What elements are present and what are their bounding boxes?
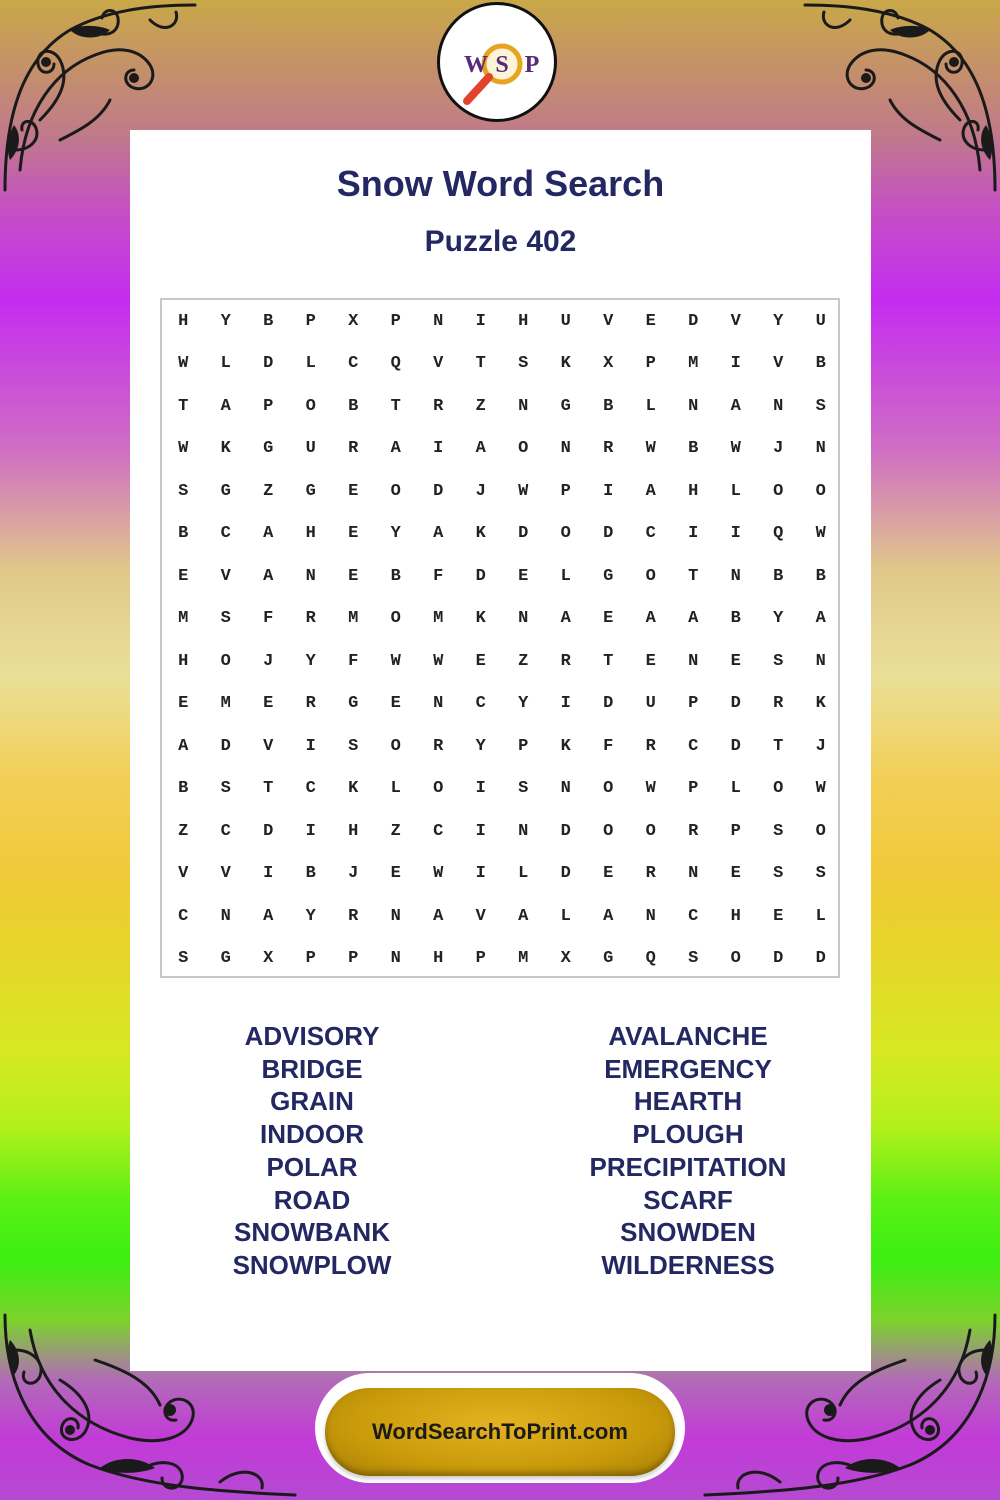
grid-cell[interactable]: C [475, 694, 486, 714]
grid-cell[interactable]: L [560, 566, 571, 586]
grid-cell[interactable]: B [815, 354, 826, 374]
website-label: WordSearchToPrint.com [372, 1419, 628, 1444]
grid-cell[interactable]: Y [518, 694, 529, 714]
grid-cell[interactable]: N [305, 566, 316, 586]
grid-cell[interactable]: B [305, 864, 316, 884]
grid-cell[interactable]: S [688, 949, 699, 969]
grid-cell[interactable]: N [220, 906, 231, 926]
grid-cell[interactable]: S [220, 779, 231, 799]
grid-cell[interactable]: B [263, 311, 274, 331]
grid-cell[interactable]: D [263, 354, 274, 374]
grid-cell[interactable]: G [603, 566, 614, 586]
grid-cell[interactable]: W [390, 651, 401, 671]
grid-cell[interactable]: M [348, 609, 359, 629]
grid-cell[interactable]: B [730, 609, 741, 629]
grid-cell[interactable]: Y [390, 524, 401, 544]
grid-cell[interactable]: G [603, 949, 614, 969]
grid-cell[interactable]: S [518, 354, 529, 374]
grid-cell[interactable]: Z [390, 821, 401, 841]
grid-cell[interactable]: G [263, 439, 274, 459]
grid-cell[interactable]: D [688, 311, 699, 331]
grid-cell[interactable]: H [348, 821, 359, 841]
grid-cell[interactable]: D [815, 949, 826, 969]
grid-cell[interactable]: Y [220, 311, 231, 331]
grid-cell[interactable]: B [603, 396, 614, 416]
grid-cell[interactable]: P [518, 736, 529, 756]
grid-cell[interactable]: L [390, 779, 401, 799]
grid-cell[interactable]: L [518, 864, 529, 884]
grid-cell[interactable]: V [773, 354, 784, 374]
grid-cell[interactable]: Y [305, 651, 316, 671]
grid-cell[interactable]: D [603, 694, 614, 714]
grid-cell[interactable]: O [390, 609, 401, 629]
grid-cell[interactable]: O [433, 779, 444, 799]
grid-cell[interactable]: Q [773, 524, 784, 544]
word-list-item: SNOWBANK [234, 1217, 390, 1248]
grid-cell[interactable]: P [305, 311, 316, 331]
grid-cell[interactable]: W [645, 779, 656, 799]
grid-cell[interactable]: B [348, 396, 359, 416]
grid-cell[interactable]: G [305, 481, 316, 501]
grid-cell[interactable]: I [560, 694, 571, 714]
grid-cell[interactable]: D [220, 736, 231, 756]
grid-cell[interactable]: K [815, 694, 826, 714]
grid-cell[interactable]: A [475, 439, 486, 459]
grid-cell[interactable]: O [220, 651, 231, 671]
grid-cell[interactable]: S [178, 481, 189, 501]
grid-cell[interactable]: L [815, 906, 826, 926]
grid-cell[interactable]: C [348, 354, 359, 374]
grid-cell[interactable]: S [220, 609, 231, 629]
word-list-item: INDOOR [260, 1119, 364, 1150]
grid-cell[interactable]: R [305, 694, 316, 714]
grid-cell[interactable]: D [433, 481, 444, 501]
grid-cell[interactable]: E [348, 481, 359, 501]
grid-cell[interactable]: E [645, 311, 656, 331]
word-list-item: ROAD [273, 1184, 351, 1215]
grid-cell[interactable]: A [220, 396, 231, 416]
word-list-item: SCARF [643, 1184, 733, 1215]
word-list-item: SNOWPLOW [232, 1249, 392, 1280]
word-list-item: WILDERNESS [601, 1249, 775, 1280]
grid-cell[interactable]: U [560, 311, 571, 331]
grid-cell[interactable]: E [178, 566, 189, 586]
grid-cell[interactable]: R [645, 864, 656, 884]
page-title: Snow Word Search [336, 163, 665, 204]
grid-cell[interactable]: V [220, 566, 231, 586]
grid-cell[interactable]: H [178, 311, 189, 331]
grid-cell[interactable]: O [730, 949, 741, 969]
grid-cell[interactable]: R [645, 736, 656, 756]
grid-cell[interactable]: D [560, 864, 571, 884]
grid-cell[interactable]: G [560, 396, 571, 416]
grid-cell[interactable]: W [730, 439, 741, 459]
grid-cell[interactable]: E [263, 694, 274, 714]
grid-cell[interactable]: O [815, 481, 826, 501]
word-list-item: PRECIPITATION [589, 1151, 787, 1182]
grid-cell[interactable]: A [263, 524, 274, 544]
grid-cell[interactable]: E [348, 524, 359, 544]
grid-cell[interactable]: J [475, 481, 486, 501]
grid-cell[interactable]: M [178, 609, 189, 629]
word-list-right [538, 1020, 838, 1282]
grid-cell[interactable]: S [178, 949, 189, 969]
grid-cell[interactable]: W [433, 864, 444, 884]
grid-cell[interactable]: D [730, 694, 741, 714]
grid-cell[interactable]: T [773, 736, 784, 756]
grid-cell[interactable]: C [433, 821, 444, 841]
grid-cell[interactable]: O [815, 821, 826, 841]
grid-cell[interactable]: I [475, 779, 486, 799]
grid-cell[interactable]: G [220, 949, 231, 969]
word-list-left [162, 1020, 462, 1282]
word-list-item: EMERGENCY [604, 1053, 772, 1084]
grid-cell[interactable]: X [603, 354, 614, 374]
grid-cell[interactable]: D [518, 524, 529, 544]
logo-letter-s: S [495, 52, 509, 78]
grid-cell[interactable]: G [220, 481, 231, 501]
grid-cell[interactable]: R [560, 651, 571, 671]
grid-cell[interactable]: P [645, 354, 656, 374]
grid-cell[interactable]: X [348, 311, 359, 331]
grid-cell[interactable]: V [178, 864, 189, 884]
grid-cell[interactable]: E [518, 566, 529, 586]
grid-cell[interactable]: O [645, 821, 656, 841]
grid-cell[interactable]: M [433, 609, 444, 629]
grid-cell[interactable]: S [815, 396, 826, 416]
grid-cell[interactable]: J [348, 864, 359, 884]
grid-cell[interactable]: V [475, 906, 486, 926]
grid-cell[interactable]: K [560, 354, 571, 374]
grid-cell[interactable]: Z [263, 481, 274, 501]
grid-cell[interactable]: F [348, 651, 359, 671]
grid-cell[interactable]: L [645, 396, 656, 416]
grid-cell[interactable]: I [433, 439, 444, 459]
grid-cell[interactable]: N [560, 439, 571, 459]
grid-cell[interactable]: O [603, 779, 614, 799]
grid-cell[interactable]: J [773, 439, 784, 459]
grid-cell[interactable]: R [348, 906, 359, 926]
grid-cell[interactable]: N [688, 396, 699, 416]
grid-cell[interactable]: T [688, 566, 699, 586]
grid-cell[interactable]: H [433, 949, 444, 969]
grid-cell[interactable]: Z [518, 651, 529, 671]
grid-cell[interactable]: X [263, 949, 274, 969]
grid-cell[interactable]: A [263, 566, 274, 586]
grid-cell[interactable]: Z [178, 821, 189, 841]
grid-cell[interactable]: M [688, 354, 699, 374]
grid-cell[interactable]: O [603, 821, 614, 841]
grid-cell[interactable]: V [730, 311, 741, 331]
grid-cell[interactable]: S [773, 821, 784, 841]
grid-cell[interactable]: C [220, 524, 231, 544]
grid-cell[interactable]: G [348, 694, 359, 714]
grid-cell[interactable]: S [815, 864, 826, 884]
grid-cell[interactable]: T [390, 396, 401, 416]
word-list-item: PLOUGH [632, 1119, 744, 1150]
magnifier-icon [440, 5, 554, 119]
grid-cell[interactable]: T [475, 354, 486, 374]
grid-cell[interactable]: U [645, 694, 656, 714]
grid-cell[interactable]: K [220, 439, 231, 459]
wsp-logo[interactable] [437, 2, 557, 122]
website-button[interactable] [325, 1388, 675, 1476]
grid-cell[interactable]: L [305, 354, 316, 374]
grid-cell[interactable]: N [518, 821, 529, 841]
grid-cell[interactable]: C [688, 736, 699, 756]
grid-cell[interactable]: D [475, 566, 486, 586]
grid-cell[interactable]: P [688, 779, 699, 799]
grid-cell[interactable]: W [815, 524, 826, 544]
grid-cell[interactable]: A [263, 906, 274, 926]
grid-cell[interactable]: O [645, 566, 656, 586]
grid-cell[interactable]: E [475, 651, 486, 671]
grid-cell[interactable]: N [645, 906, 656, 926]
grid-cell[interactable]: B [178, 524, 189, 544]
grid-cell[interactable]: O [773, 779, 784, 799]
grid-cell[interactable]: F [433, 566, 444, 586]
grid-cell[interactable]: A [390, 439, 401, 459]
grid-cell[interactable]: L [730, 481, 741, 501]
grid-cell[interactable]: I [688, 524, 699, 544]
grid-cell[interactable]: O [305, 396, 316, 416]
grid-cell[interactable]: A [730, 396, 741, 416]
grid-cell[interactable]: A [645, 609, 656, 629]
grid-cell[interactable]: V [263, 736, 274, 756]
grid-cell[interactable]: B [178, 779, 189, 799]
word-list-item: SNOWDEN [620, 1217, 756, 1248]
grid-cell[interactable]: E [390, 694, 401, 714]
word-list-item: AVALANCHE [608, 1021, 768, 1051]
grid-cell[interactable]: E [603, 609, 614, 629]
grid-cell[interactable]: F [603, 736, 614, 756]
grid-cell[interactable]: R [433, 396, 444, 416]
grid-cell[interactable]: I [730, 354, 741, 374]
grid-cell[interactable]: W [645, 439, 656, 459]
grid-cell[interactable]: K [560, 736, 571, 756]
grid-cell[interactable]: I [305, 736, 316, 756]
grid-cell[interactable]: X [560, 949, 571, 969]
grid-cell[interactable]: R [773, 694, 784, 714]
grid-cell[interactable]: I [603, 481, 614, 501]
grid-cell[interactable]: C [178, 906, 189, 926]
puzzle-number: Puzzle 402 [424, 225, 577, 258]
grid-cell[interactable]: N [390, 949, 401, 969]
grid-cell[interactable]: W [815, 779, 826, 799]
grid-cell[interactable]: N [815, 439, 826, 459]
grid-cell[interactable]: P [348, 949, 359, 969]
grid-cell[interactable]: N [560, 779, 571, 799]
grid-cell[interactable]: H [305, 524, 316, 544]
grid-cell[interactable]: D [560, 821, 571, 841]
grid-cell[interactable]: B [773, 566, 784, 586]
grid-cell[interactable]: I [475, 311, 486, 331]
grid-cell[interactable]: W [178, 439, 189, 459]
grid-cell[interactable]: N [688, 651, 699, 671]
grid-cell[interactable]: S [773, 864, 784, 884]
logo-letter-w: W [464, 52, 488, 78]
grid-cell[interactable]: R [433, 736, 444, 756]
grid-cell[interactable]: N [433, 694, 444, 714]
grid-cell[interactable]: R [348, 439, 359, 459]
grid-cell[interactable]: T [263, 779, 274, 799]
grid-cell[interactable]: N [730, 566, 741, 586]
grid-cell[interactable]: M [518, 949, 529, 969]
grid-cell[interactable]: K [475, 609, 486, 629]
grid-cell[interactable]: Y [773, 609, 784, 629]
grid-cell[interactable]: H [178, 651, 189, 671]
grid-cell[interactable]: I [263, 864, 274, 884]
grid-cell[interactable]: R [603, 439, 614, 459]
grid-cell[interactable]: P [688, 694, 699, 714]
grid-cell[interactable]: A [178, 736, 189, 756]
word-list-item: POLAR [266, 1151, 358, 1182]
grid-cell[interactable]: N [433, 311, 444, 331]
grid-cell[interactable]: Y [305, 906, 316, 926]
word-list-item: BRIDGE [261, 1053, 363, 1084]
grid-cell[interactable]: S [348, 736, 359, 756]
grid-cell[interactable]: A [645, 481, 656, 501]
grid-cell[interactable]: N [518, 396, 529, 416]
grid-cell[interactable]: A [518, 906, 529, 926]
grid-cell[interactable]: E [773, 906, 784, 926]
grid-cell[interactable]: E [645, 651, 656, 671]
grid-cell[interactable]: J [263, 651, 274, 671]
grid-cell[interactable]: O [390, 736, 401, 756]
grid-cell[interactable]: C [305, 779, 316, 799]
grid-cell[interactable]: A [603, 906, 614, 926]
grid-cell[interactable]: Q [645, 949, 656, 969]
logo-letter-p: P [524, 52, 540, 78]
word-list-item: GRAIN [270, 1086, 354, 1117]
grid-cell[interactable]: S [518, 779, 529, 799]
grid-cell[interactable]: P [730, 821, 741, 841]
grid-cell[interactable]: E [348, 566, 359, 586]
grid-cell[interactable]: J [815, 736, 826, 756]
grid-cell[interactable]: R [688, 821, 699, 841]
grid-cell[interactable]: N [390, 906, 401, 926]
grid-cell[interactable]: S [773, 651, 784, 671]
grid-cell[interactable]: F [263, 609, 274, 629]
grid-cell[interactable]: M [220, 694, 231, 714]
grid-cell[interactable]: V [220, 864, 231, 884]
grid-cell[interactable]: B [390, 566, 401, 586]
grid-cell[interactable]: E [390, 864, 401, 884]
word-list-item: HEARTH [633, 1086, 743, 1117]
grid-cell[interactable]: P [475, 949, 486, 969]
grid-cell[interactable]: N [688, 864, 699, 884]
grid-cell[interactable]: D [773, 949, 784, 969]
grid-cell[interactable]: A [560, 609, 571, 629]
grid-cell[interactable]: I [475, 864, 486, 884]
grid-cell[interactable]: E [178, 694, 189, 714]
grid-cell[interactable]: C [688, 906, 699, 926]
grid-cell[interactable]: U [815, 311, 826, 331]
grid-cell[interactable]: E [730, 864, 741, 884]
grid-cell[interactable]: T [178, 396, 189, 416]
grid-cell[interactable]: C [645, 524, 656, 544]
grid-cell[interactable]: I [730, 524, 741, 544]
grid-cell[interactable]: Z [475, 396, 486, 416]
grid-cell[interactable]: A [688, 609, 699, 629]
grid-cell[interactable]: H [518, 311, 529, 331]
grid-cell[interactable]: Y [773, 311, 784, 331]
grid-cell[interactable]: B [688, 439, 699, 459]
grid-cell[interactable]: O [560, 524, 571, 544]
grid-cell[interactable]: K [348, 779, 359, 799]
grid-cell[interactable]: O [518, 439, 529, 459]
grid-cell[interactable]: W [518, 481, 529, 501]
grid-cell[interactable]: L [220, 354, 231, 374]
grid-cell[interactable]: W [178, 354, 189, 374]
grid-cell[interactable]: E [603, 864, 614, 884]
grid-cell[interactable]: T [603, 651, 614, 671]
grid-cell[interactable]: H [730, 906, 741, 926]
word-list-item: ADVISORY [244, 1021, 380, 1051]
grid-cell[interactable]: O [390, 481, 401, 501]
grid-cell[interactable]: Q [390, 354, 401, 374]
grid-cell[interactable]: P [263, 396, 274, 416]
grid-cell[interactable]: H [688, 481, 699, 501]
grid-cell[interactable]: V [433, 354, 444, 374]
grid-cell[interactable]: D [263, 821, 274, 841]
grid-cell[interactable]: W [433, 651, 444, 671]
grid-cell[interactable]: P [560, 481, 571, 501]
grid-cell[interactable]: N [518, 609, 529, 629]
grid-cell[interactable]: E [730, 651, 741, 671]
grid-cell[interactable]: A [433, 906, 444, 926]
grid-cell[interactable]: P [390, 311, 401, 331]
grid-cell[interactable]: D [730, 736, 741, 756]
grid-cell[interactable]: I [305, 821, 316, 841]
grid-cell[interactable]: C [220, 821, 231, 841]
grid-cell[interactable]: K [475, 524, 486, 544]
grid-cell[interactable]: A [433, 524, 444, 544]
grid-cell[interactable]: O [773, 481, 784, 501]
grid-cell[interactable]: L [560, 906, 571, 926]
grid-cell[interactable]: B [815, 566, 826, 586]
grid-cell[interactable]: I [475, 821, 486, 841]
grid-cell[interactable]: Y [475, 736, 486, 756]
grid-cell[interactable]: U [305, 439, 316, 459]
grid-cell[interactable]: N [773, 396, 784, 416]
grid-cell[interactable]: A [815, 609, 826, 629]
grid-cell[interactable]: P [305, 949, 316, 969]
grid-cell[interactable]: R [305, 609, 316, 629]
grid-cell[interactable]: L [730, 779, 741, 799]
letter-grid [160, 298, 840, 978]
grid-cell[interactable]: N [815, 651, 826, 671]
grid-cell[interactable]: D [603, 524, 614, 544]
grid-cell[interactable]: V [603, 311, 614, 331]
